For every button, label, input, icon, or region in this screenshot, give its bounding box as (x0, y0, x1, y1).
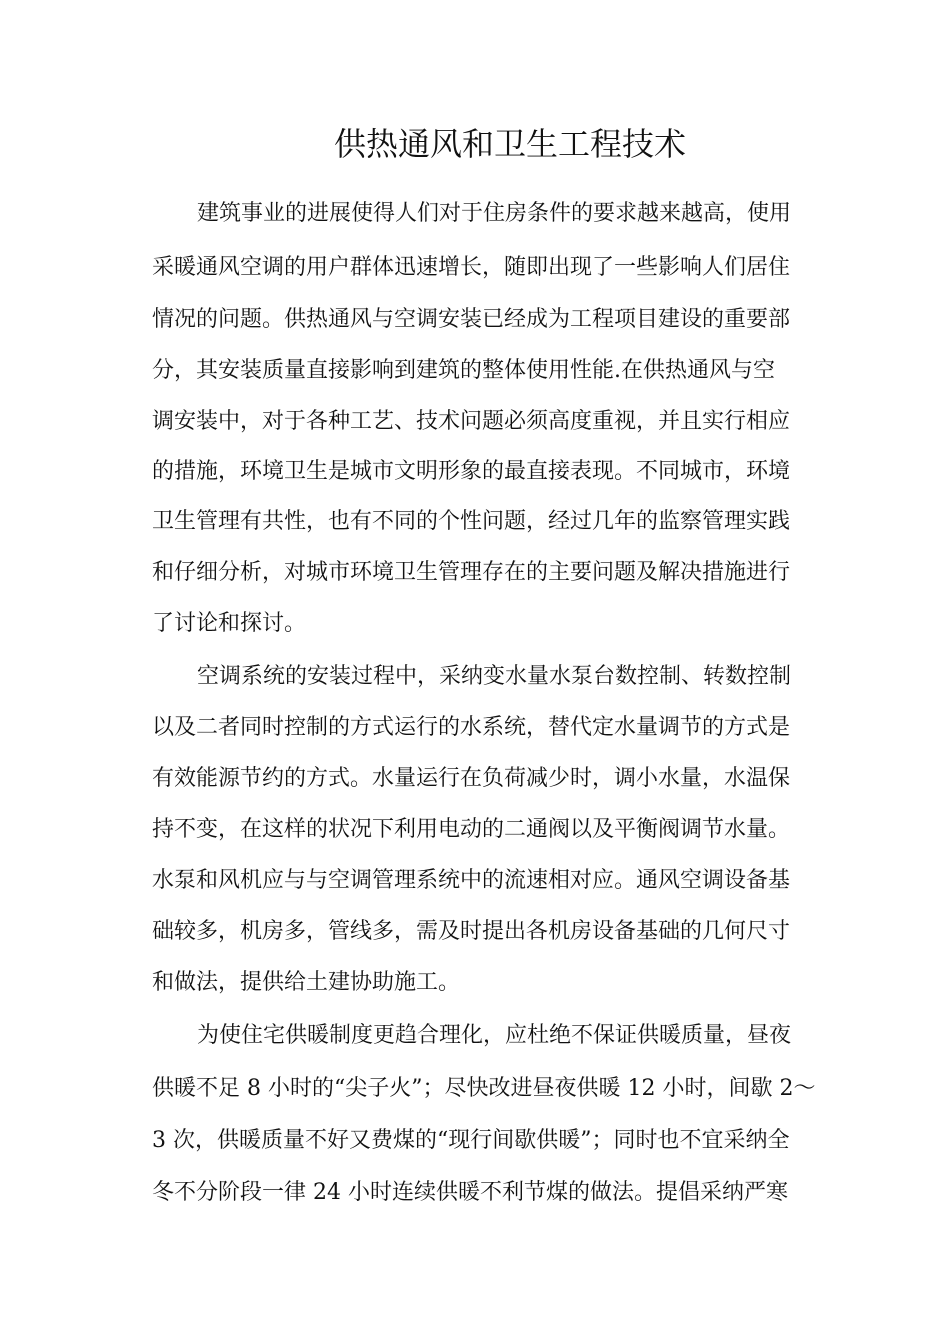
paragraph-line: 采暖通风空调的用户群体迅速增长，随即出现了一些影响人们居住 (152, 255, 791, 280)
paragraph-line: 3 次，供暖质量不好又费煤的“现行间歇供暖”；同时也不宜采纳全 (152, 1128, 790, 1153)
paragraph-line: 的措施，环境卫生是城市文明形象的最直接表现。不同城市，环境 (152, 459, 791, 484)
paragraph-line: 情况的问题。供热通风与空调安装已经成为工程项目建设的重要部 (152, 307, 791, 332)
paragraph-line: 了讨论和探讨。 (152, 611, 307, 636)
paragraph-line: 础较多，机房多，管线多，需及时提出各机房设备基础的几何尺寸 (152, 919, 791, 944)
paragraph-line: 空调系统的安装过程中，采纳变水量水泵台数控制、转数控制 (197, 664, 792, 689)
paragraph-line: 分，其安装质量直接影响到建筑的整体使用性能.在供热通风与空 (152, 358, 775, 383)
paragraph-line: 有效能源节约的方式。水量运行在负荷减少时，调小水量，水温保 (152, 766, 791, 791)
paragraph-line: 卫生管理有共性，也有不同的个性问题，经过几年的监察管理实践 (152, 509, 791, 534)
paragraph-line: 和仔细分析，对城市环境卫生管理存在的主要问题及解决措施进行 (152, 560, 791, 585)
paragraph-line: 持不变，在这样的状况下利用电动的二通阀以及平衡阀调节水量。 (152, 817, 791, 842)
paragraph-line: 冬不分阶段一律 24 小时连续供暖不利节煤的做法。提倡采纳严寒 (152, 1180, 788, 1205)
paragraph-line: 为使住宅供暖制度更趋合理化，应杜绝不保证供暖质量，昼夜 (197, 1023, 792, 1048)
paragraph-line: 以及二者同时控制的方式运行的水系统，替代定水量调节的方式是 (152, 715, 791, 740)
paragraph-line: 和做法，提供给土建协助施工。 (152, 970, 461, 995)
paragraph-line: 水泵和风机应与与空调管理系统中的流速相对应。通风空调设备基 (152, 868, 791, 893)
paragraph-line: 供暖不足 8 小时的“尖子火”；尽快改进昼夜供暖 12 小时，间歇 2～ (152, 1076, 816, 1101)
paragraph-line: 调安装中，对于各种工艺、技术问题必须高度重视，并且实行相应 (152, 409, 791, 434)
paragraph-line: 建筑事业的进展使得人们对于住房条件的要求越来越高，使用 (197, 201, 792, 226)
document-title: 供热通风和卫生工程技术 (333, 125, 686, 163)
